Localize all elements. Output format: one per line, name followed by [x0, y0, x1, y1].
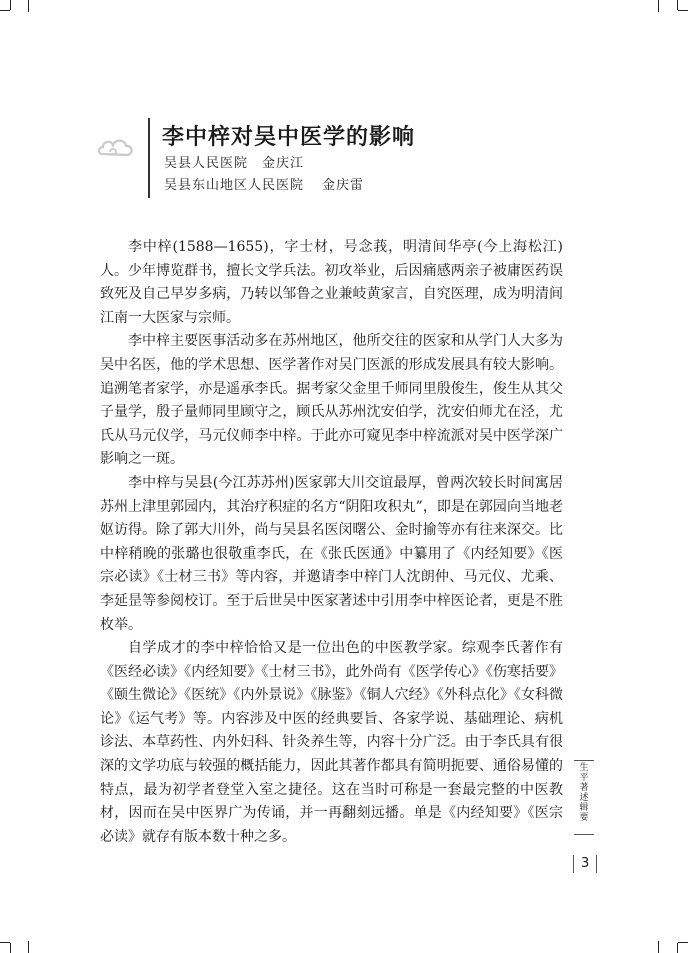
paragraph: 李中梓(1588—1655)，字士材，号念莪，明清间华亭(今上海松江)人。少年博览群书，擅长文学兵法。初攻举业，后因痛感两亲子被庸医药误致死及自己早岁多病，乃转以邹鲁之业兼岐黄家言，自究医理，成为明清间江南一大医家与宗师。: [100, 239, 563, 326]
article-body: [100, 236, 563, 849]
page-number-bar: [573, 855, 574, 873]
section-side-tab: 生平著述辑要: [579, 763, 589, 823]
author-name: 金庆江: [262, 156, 305, 171]
author-affiliation: 吴县东山地区人民医院: [164, 178, 305, 193]
author-line-2: [164, 174, 365, 193]
article-title: 李中梓对吴中医学的影响: [162, 125, 416, 150]
side-tab-divider: [574, 834, 594, 835]
page-number-bar: [596, 855, 597, 873]
cloud-ornament-icon: [96, 134, 136, 164]
author-affiliation: 吴县人民医院: [164, 156, 249, 171]
paragraph: 李中梓与吴县(今江苏苏州)医家郭大川交谊最厚，曾两次较长时间寓居苏州上津里郭园内，其治疗积症的名方“阴阳攻积丸”，即是在郭园向当地老妪访得。除了郭大川外，尚与吴县名医闵曙公、金时揄等亦有往来深交。比中梓稍晚的张璐也很敬重李氏，在《张氏医通》中纂用了《内经知要》《医宗必读》《士材三书》等内容，并邀请李中梓门人沈朗仲、马元仪、尤乘、李延昰等参阅校订。至于后世吴中医家著述中引用李中梓医论者，更是不胜枚举。: [100, 474, 563, 633]
author-line-1: [164, 152, 305, 171]
side-tab-divider: [574, 760, 594, 761]
author-name: 金庆雷: [322, 178, 365, 193]
title-divider: [148, 118, 150, 198]
page-number: 3: [581, 856, 590, 871]
paragraph: 李中梓主要医事活动多在苏州地区，他所交往的医家和从学门人大多为吴中名医，他的学术思想、医学著作对吴门医派的形成发展具有较大影响。追溯笔者家学，亦是遥承李氏。据考家父金里千师同里殷俊生，俊生从其父子量学，殷子量师同里顾守之，顾氏从苏州沈安伯学，沈安伯师尤在泾，尤氏从马元仪学，马元仪师李中梓。于此亦可窥见李中梓流派对吴中医学深广影响之一斑。: [100, 333, 563, 468]
paragraph: 自学成才的李中梓恰恰又是一位出色的中医教学家。综观李氏著作有《医经必读》《内经知要》《士材三书》，此外尚有《医学传心》《伤寒括要》《颐生微论》《医统》《内外景说》《脉鉴》《铜人穴经》《外科点化》《女科微论》《运气考》等。内容涉及中医的经典要旨、各家学说、基础理论、病机诊法、本草药性、内外妇科、针灸养生等，内容十分广泛。由于李氏具有很深的文学功底与较强的概括能力，因此其著作都具有简明扼要、通俗易懂的特点，最为初学者登堂入室之捷径。这在当时可称是一套最完整的中医教材，因而在吴中医界广为传诵，并一再翻刻远播。单是《内经知要》《医宗必读》就存有版本数十种之多。: [100, 640, 563, 845]
